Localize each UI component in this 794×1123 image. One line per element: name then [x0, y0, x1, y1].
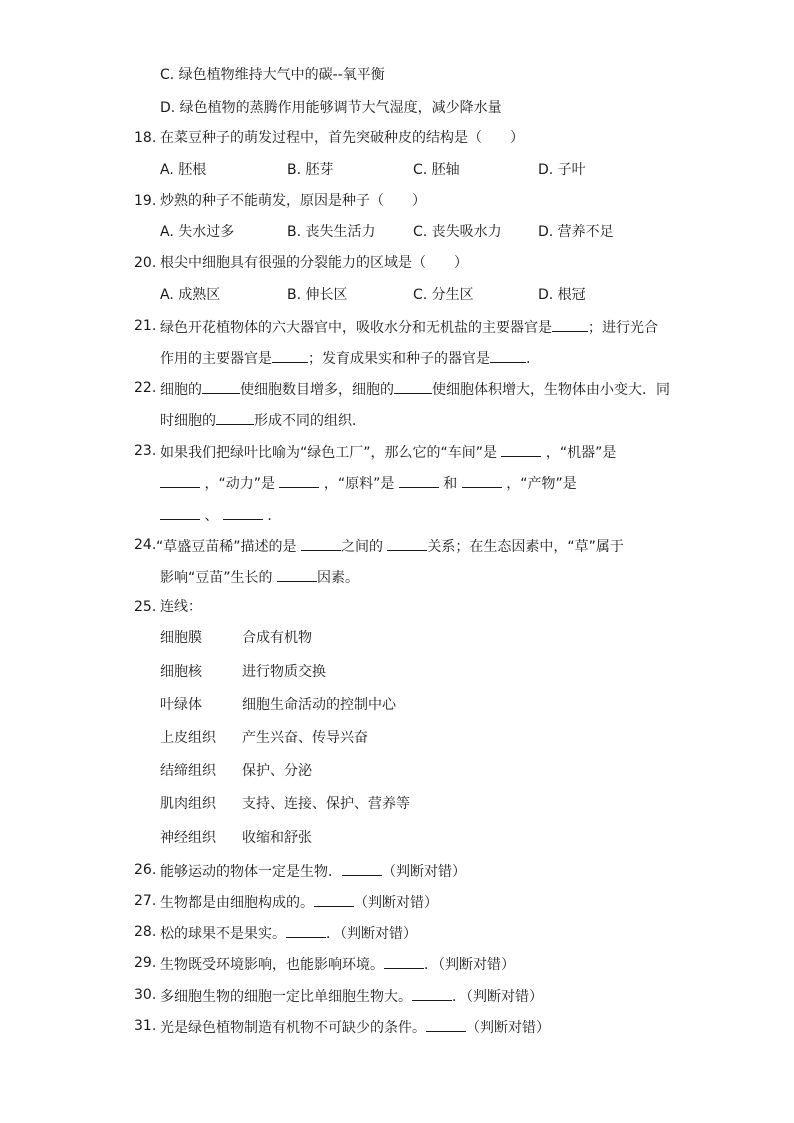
q30-suffix: ．（判断对错）: [452, 989, 543, 1005]
q19-option-b: B. 丧失生活力: [287, 224, 376, 240]
q30-number: 30.: [134, 987, 157, 1003]
q21-blank-2[interactable]: [272, 347, 308, 363]
q18-stem: 在菜豆种子的萌发过程中，首先突破种皮的结构是（ ）: [160, 130, 524, 146]
q27-suffix: （判断对错）: [354, 895, 438, 911]
q19-option-c: C. 丧失吸水力: [413, 224, 502, 240]
q21-text-2a: 作用的主要器官是: [160, 351, 272, 367]
q23-text-2b: ，“原料”是: [323, 476, 395, 492]
q23-text-2a: ，“动力”是: [204, 476, 275, 492]
q19-option-d: D. 营养不足: [538, 224, 614, 240]
q23-text-1a: 如果我们把绿叶比喻为“绿色工厂”，那么它的“车间”是: [160, 445, 498, 461]
q31-suffix: （判断对错）: [466, 1020, 550, 1036]
q17-option-c: C. 绿色植物维持大气中的碳--氧平衡: [160, 67, 385, 83]
q21-number: 21.: [134, 318, 157, 334]
q17-option-d: D. 绿色植物的蒸腾作用能够调节大气湿度，减少降水量: [160, 100, 502, 116]
q26-text: 能够运动的物体一定是生物．: [160, 864, 342, 880]
q29-blank[interactable]: [384, 953, 424, 969]
q23-text-2d: ，“产物”是: [506, 476, 577, 492]
q21-blank-3[interactable]: [490, 347, 526, 363]
q24-text-1c: 关系；在生态因素中，“草”属于: [427, 539, 624, 555]
q25-left-item-7[interactable]: 神经组织: [160, 830, 216, 846]
q21-text-2b: ；发育成果实和种子的器官是: [308, 351, 490, 367]
q24-line2: [160, 566, 359, 586]
q29-number: 29.: [134, 955, 157, 971]
q23-number: 23.: [134, 443, 157, 459]
q23-line2: [160, 472, 577, 492]
q19-option-a: A. 失水过多: [160, 224, 235, 240]
q21-text-2c: .: [526, 351, 531, 367]
q25-right-item-2[interactable]: 进行物质交换: [242, 664, 326, 680]
q22-blank-2[interactable]: [394, 378, 432, 394]
q24-blank-1[interactable]: [301, 535, 341, 551]
q25-left-item-3[interactable]: 叶绿体: [160, 697, 202, 713]
q24-number: 24.: [134, 537, 157, 553]
q24-line1: [156, 535, 624, 555]
q22-blank-1[interactable]: [202, 378, 240, 394]
q25-right-item-7[interactable]: 收缩和舒张: [242, 830, 312, 846]
q27-blank[interactable]: [314, 891, 354, 907]
q20-option-b: B. 伸长区: [287, 287, 348, 303]
q28-line: [160, 922, 417, 942]
q22-text-1c: 使细胞体积增大，生物体由小变大．同: [432, 382, 670, 398]
q27-number: 27.: [134, 893, 157, 909]
q18-option-b: B. 胚芽: [287, 162, 334, 178]
q23-text-3a: 、: [204, 508, 219, 524]
q22-line1: [160, 378, 670, 398]
q26-blank[interactable]: [342, 860, 382, 876]
q30-text: 多细胞生物的细胞一定比单细胞生物大。: [160, 989, 412, 1005]
q21-text-1a: 绿色开花植物体的六大器官中，吸收水分和无机盐的主要器官是: [160, 320, 552, 336]
q20-option-d: D. 根冠: [538, 287, 586, 303]
q28-suffix: ．（判断对错）: [326, 926, 417, 942]
q22-number: 22.: [134, 380, 157, 396]
q31-line: [160, 1016, 550, 1036]
q20-option-a: A. 成熟区: [160, 287, 221, 303]
q20-number: 20.: [134, 255, 157, 271]
q26-line: [160, 860, 466, 880]
q27-text: 生物都是由细胞构成的。: [160, 895, 314, 911]
q18-option-d: D. 子叶: [538, 162, 586, 178]
q24-blank-3[interactable]: [277, 566, 317, 582]
q25-title: 连线：: [160, 599, 202, 615]
q31-number: 31.: [134, 1018, 157, 1034]
q23-text-3b: .: [267, 508, 272, 524]
q18-option-c: C. 胚轴: [413, 162, 460, 178]
q24-text-2a: 影响“豆苗”生长的: [160, 570, 273, 586]
q19-number: 19.: [134, 193, 157, 209]
q23-blank-1[interactable]: [501, 441, 541, 457]
q28-text: 松的球果不是果实。: [160, 926, 286, 942]
q25-number: 25.: [134, 599, 157, 615]
q25-left-item-4[interactable]: 上皮组织: [160, 730, 216, 746]
q24-text-2b: 因素。: [316, 570, 359, 586]
q26-suffix: （判断对错）: [382, 864, 466, 880]
q25-right-item-6[interactable]: 支持、连接、保护、营养等: [242, 796, 410, 812]
q25-left-item-2[interactable]: 细胞核: [160, 664, 202, 680]
q20-option-c: C. 分生区: [413, 287, 474, 303]
q22-text-1a: 细胞的: [160, 382, 202, 398]
q23-text-2c: 和: [443, 476, 458, 492]
q28-blank[interactable]: [286, 922, 326, 938]
q31-text: 光是绿色植物制造有机物不可缺少的条件。: [160, 1020, 426, 1036]
q25-right-item-3[interactable]: 细胞生命活动的控制中心: [242, 697, 396, 713]
q27-line: [160, 891, 438, 911]
q23-line1: [160, 441, 616, 461]
q25-right-item-5[interactable]: 保护、分泌: [242, 763, 312, 779]
q26-number: 26.: [134, 862, 157, 878]
q24-blank-2[interactable]: [387, 535, 427, 551]
q23-blank-3[interactable]: [279, 472, 319, 488]
q22-text-1b: 使细胞数目增多，细胞的: [240, 382, 394, 398]
q30-blank[interactable]: [412, 985, 452, 1001]
q30-line: [160, 985, 543, 1005]
q25-right-item-4[interactable]: 产生兴奋、传导兴奋: [242, 730, 368, 746]
q23-blank-2[interactable]: [160, 472, 200, 488]
q23-blank-4[interactable]: [399, 472, 439, 488]
q23-text-1b: ，“机器”是: [545, 445, 617, 461]
q22-text-2a: 时细胞的: [160, 413, 216, 429]
q22-text-2b: 形成不同的组织．: [254, 413, 366, 429]
q24-text-1b: 之间的: [340, 539, 383, 555]
q21-text-1b: ；进行光合: [588, 320, 658, 336]
q21-line2: [160, 347, 530, 367]
q23-line3: [160, 504, 272, 524]
q19-stem: 炒熟的种子不能萌发，原因是种子（ ）: [160, 193, 426, 209]
q25-right-item-1[interactable]: 合成有机物: [242, 630, 312, 646]
q18-option-a: A. 胚根: [160, 162, 207, 178]
q24-text-1a: “草盛豆苗稀”描述的是: [156, 539, 297, 555]
q21-blank-1[interactable]: [552, 316, 588, 332]
q23-blank-6[interactable]: [160, 504, 200, 520]
q31-blank[interactable]: [426, 1016, 466, 1032]
q18-number: 18.: [134, 130, 157, 146]
q22-line2: [160, 409, 366, 429]
q29-line: [160, 953, 515, 973]
q25-left-item-1[interactable]: 细胞膜: [160, 630, 202, 646]
q29-text: 生物既受环境影响，也能影响环境。: [160, 957, 384, 973]
q23-blank-5[interactable]: [462, 472, 502, 488]
q28-number: 28.: [134, 924, 157, 940]
q21-line1: [160, 316, 658, 336]
q25-left-item-5[interactable]: 结缔组织: [160, 763, 216, 779]
q25-left-item-6[interactable]: 肌肉组织: [160, 796, 216, 812]
q22-blank-3[interactable]: [216, 409, 254, 425]
q29-suffix: ．（判断对错）: [424, 957, 515, 973]
q20-stem: 根尖中细胞具有很强的分裂能力的区域是（ ）: [160, 255, 468, 271]
q23-blank-7[interactable]: [223, 504, 263, 520]
